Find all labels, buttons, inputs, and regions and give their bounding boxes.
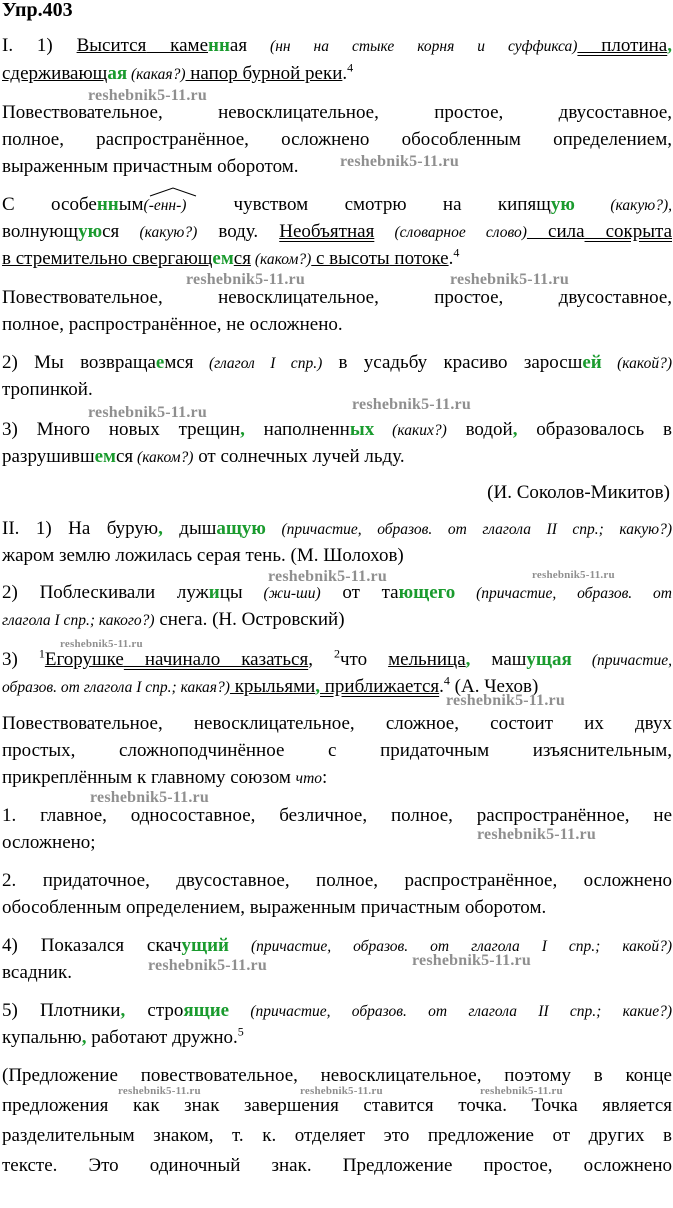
suffix-mark: (-енн-)	[144, 193, 204, 218]
text-line: тропинкой.	[2, 379, 93, 400]
text-line: Повествовательное, невосклицательное, простое, двусоставное,	[2, 287, 672, 308]
text-line: осложнено;	[2, 832, 96, 853]
watermark: reshebnik5-11.ru	[352, 396, 471, 413]
watermark: reshebnik5-11.ru	[118, 1085, 201, 1097]
text-line: С особенным (-енн-) чувством смотрю на кипящую (какую?),	[2, 193, 672, 218]
text-line: Повествовательное, невосклицательное, простое, двусоставное,	[2, 102, 672, 123]
author-credit: (И. Соколов-Микитов)	[487, 482, 670, 503]
text-line: разделительным знаком, т. к. отделяет это предложение от других в	[2, 1125, 672, 1146]
watermark: reshebnik5-11.ru	[340, 153, 459, 170]
text-line: образов. от глагола I спр.; какая?) крыльями, приближается.$^4$ (А. Чехов)	[2, 673, 539, 697]
text-line: всадник.	[2, 962, 72, 983]
text-line: II. 1) На бурую, дышащую (причастие, образов. от глагола II спр.; какую?)	[2, 518, 672, 539]
watermark: reshebnik5-11.ru	[300, 1085, 383, 1097]
watermark: reshebnik5-11.ru	[446, 692, 565, 709]
watermark: reshebnik5-11.ru	[532, 569, 615, 581]
text-line: I. 1) Высится каменная (нн на стыке корня и суффикса) плотина,	[2, 35, 672, 56]
suffix-arc-icon	[148, 187, 208, 197]
text-line: тексте. Это одиночный знак. Предложение простое, осложнено	[2, 1155, 672, 1176]
text-line: прикреплённым к главному союзом что:	[2, 767, 328, 788]
watermark: reshebnik5-11.ru	[477, 826, 596, 843]
watermark: reshebnik5-11.ru	[90, 789, 209, 806]
text-line: 1. главное, односоставное, безличное, полное, распространённое, не	[2, 805, 672, 826]
text-line: простых, сложноподчинённое с придаточным изъяснительным,	[2, 740, 672, 761]
watermark: reshebnik5-11.ru	[450, 271, 569, 288]
text-line: 4) Показался скачущий (причастие, образов. от глагола I спр.; какой?)	[2, 935, 673, 956]
text-line: 3) Много новых трещин, наполненных (каких?) водой, образовалось в	[2, 419, 672, 440]
text-line: полное, распространённое, не осложнено.	[2, 314, 343, 335]
text-line: разрушившемся (каком?) от солнечных лучей льду.	[2, 446, 405, 467]
watermark: reshebnik5-11.ru	[412, 952, 531, 969]
watermark: reshebnik5-11.ru	[480, 1085, 563, 1097]
text-line: 5) Плотники, строящие (причастие, образов. от глагола II спр.; какие?)	[2, 1000, 672, 1021]
exercise-title: Упр.403	[2, 0, 73, 21]
text-line: полное, распространённое, осложнено обособленным определением,	[2, 129, 672, 150]
text-line: обособленным определением, выраженным причастным оборотом.	[2, 897, 547, 918]
watermark: reshebnik5-11.ru	[186, 271, 305, 288]
watermark: reshebnik5-11.ru	[60, 638, 143, 650]
watermark: reshebnik5-11.ru	[88, 87, 207, 104]
text-line: 2) Мы возвращаемся (глагол I спр.) в усадьбу красиво заросшей (какой?)	[2, 352, 672, 373]
watermark: reshebnik5-11.ru	[148, 957, 267, 974]
text-line: в стремительно свергающемся (каком?) с высоты потоке.$^4$	[2, 245, 460, 269]
text-line: 3) $^1$Егорушке начинало казаться, $^2$что мельница, машущая (причастие,	[2, 646, 673, 670]
text-line: выраженным причастным оборотом.	[2, 156, 299, 177]
text-line: сдерживающая (какая?) напор бурной реки.$^4$	[2, 60, 354, 84]
text-line: 2. придаточное, двусоставное, полное, распространённое, осложнено	[2, 870, 672, 891]
text-line: Повествовательное, невосклицательное, сложное, состоит их двух	[2, 713, 672, 734]
text-line: 2) Поблескивали лужицы (жи-ши) от тающего (причастие, образов. от	[2, 582, 672, 603]
text-line: купальню, работают дружно.$^5$	[2, 1024, 244, 1048]
text-line: (Предложение повествовательное, невосклицательное, поэтому в конце	[2, 1065, 672, 1086]
text-line: предложения как знак завершения ставится точка. Точка является	[2, 1095, 672, 1116]
text-line: глагола I спр.; какого?) снега. (Н. Островский)	[2, 609, 345, 630]
text-line: волнующуюся (какую?) воду. Необъятная (словарное слово) сила сокрыта	[2, 221, 673, 242]
text-line: жаром землю ложилась серая тень. (М. Шолохов)	[2, 545, 404, 566]
watermark: reshebnik5-11.ru	[88, 404, 207, 421]
watermark: reshebnik5-11.ru	[268, 568, 387, 585]
